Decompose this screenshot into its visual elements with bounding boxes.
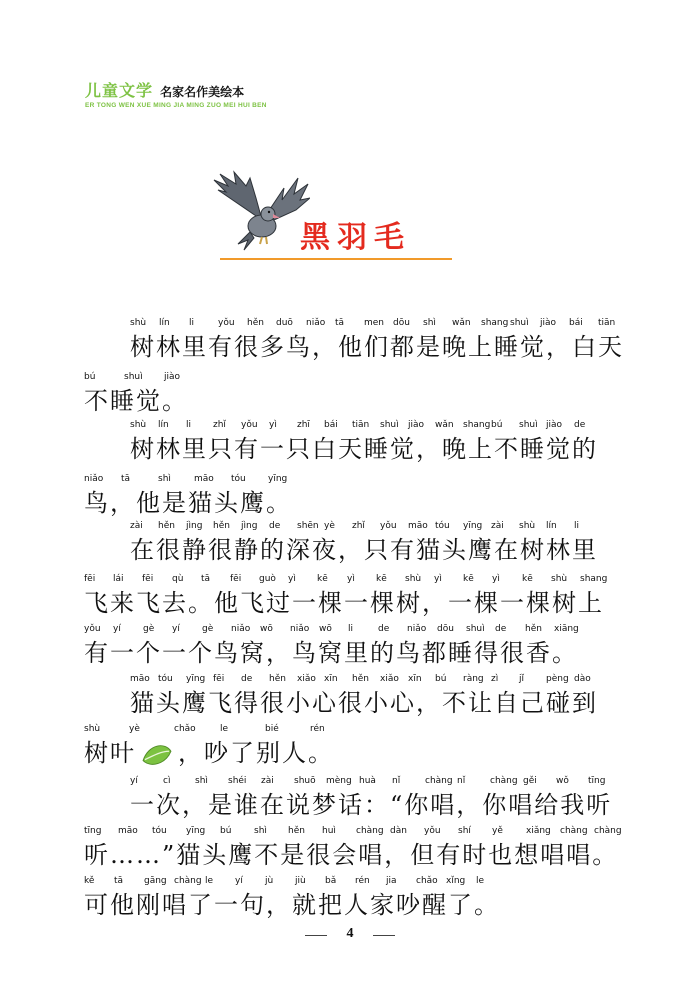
pinyin-syllable: tiān <box>352 420 370 430</box>
pinyin-syllable: niǎo <box>231 624 251 634</box>
pinyin-syllable: tā <box>114 876 124 886</box>
pinyin-syllable: yí <box>235 876 243 886</box>
pinyin-syllable: huì <box>322 826 336 836</box>
pinyin-syllable: yè <box>129 724 140 734</box>
text-line <box>84 372 622 424</box>
pinyin-syllable: niǎo <box>290 624 310 634</box>
pinyin-syllable: rén <box>310 724 325 734</box>
story-title: 黑羽毛 <box>300 220 411 255</box>
pinyin-syllable: yì <box>434 574 442 584</box>
hanzi-text: 鸟，他是猫头鹰。 <box>84 489 292 517</box>
pinyin-syllable: zài <box>130 521 143 531</box>
hanzi-text-before: 树叶 <box>84 739 136 767</box>
pinyin-syllable: shuì <box>466 624 485 634</box>
text-line <box>84 724 622 776</box>
pinyin-syllable: le <box>205 876 214 886</box>
pinyin-syllable: hěn <box>525 624 542 634</box>
pinyin-syllable: xiǎo <box>297 674 316 684</box>
pinyin-syllable: jiào <box>164 372 181 382</box>
series-english: ER TONG WEN XUE MING JIA MING ZUO MEI HUI BEN <box>85 102 267 109</box>
owl-bird-icon <box>210 168 310 258</box>
hanzi-text: 猫头鹰飞得很小心很小心，不让自己碰到 <box>130 689 598 717</box>
pinyin-syllable: yīng <box>463 521 483 531</box>
pinyin-syllable: nǐ <box>392 776 401 786</box>
pinyin-syllable: chàng <box>490 776 518 786</box>
pinyin-syllable: chàng <box>174 876 202 886</box>
pinyin-syllable: tīng <box>84 826 102 836</box>
series-header <box>85 78 267 109</box>
pinyin-syllable: dào <box>574 674 591 684</box>
pinyin-syllable: chàng <box>560 826 588 836</box>
hanzi-text: 听……”猫头鹰不是很会唱，但有时也想唱唱。 <box>84 841 619 869</box>
pinyin-syllable: kē <box>376 574 387 584</box>
pinyin-syllable: bái <box>324 420 338 430</box>
pinyin-syllable: hěn <box>288 826 305 836</box>
pinyin-syllable: cì <box>163 776 171 786</box>
pinyin-syllable: niǎo <box>407 624 427 634</box>
pinyin-syllable: lín <box>159 318 170 328</box>
text-line <box>130 420 622 472</box>
pinyin-syllable: lín <box>158 420 169 430</box>
pinyin-syllable: shù <box>130 420 147 430</box>
pinyin-syllable: yǒu <box>424 826 441 836</box>
text-line <box>84 624 622 676</box>
pinyin-syllable: dōu <box>437 624 454 634</box>
series-subtitle: 名家名作美绘本 <box>160 85 245 99</box>
pinyin-syllable: gāng <box>144 876 167 886</box>
pinyin-syllable: jiào <box>546 420 563 430</box>
pinyin-syllable: niǎo <box>306 318 326 328</box>
hanzi-text: 有一个一个鸟窝，鸟窝里的鸟都睡得很香。 <box>84 639 578 667</box>
pinyin-syllable: wǎn <box>452 318 471 328</box>
pinyin-syllable: gěi <box>523 776 537 786</box>
pinyin-syllable: zhǐ <box>352 521 365 531</box>
pinyin-syllable: fēi <box>213 674 225 684</box>
pinyin-syllable: yí <box>172 624 180 634</box>
pinyin-syllable: yì <box>288 574 296 584</box>
pinyin-syllable: bú <box>84 372 96 382</box>
pinyin-syllable: le <box>476 876 485 886</box>
pinyin-syllable: qù <box>172 574 184 584</box>
pinyin-syllable: li <box>574 521 580 531</box>
text-line <box>130 521 622 573</box>
pinyin-syllable: māo <box>130 674 150 684</box>
pinyin-syllable: yīng <box>186 826 206 836</box>
pinyin-syllable: de <box>574 420 586 430</box>
pinyin-syllable: shì <box>254 826 267 836</box>
hanzi-text: 在很静很静的深夜，只有猫头鹰在树林里 <box>130 536 598 564</box>
hanzi-text: 可他刚唱了一句，就把人家吵醒了。 <box>84 891 500 919</box>
pinyin-syllable: dàn <box>390 826 407 836</box>
pinyin-syllable: li <box>186 420 192 430</box>
hanzi-text: 不睡觉。 <box>84 387 188 415</box>
pinyin-syllable: jìng <box>186 521 203 531</box>
pinyin-syllable: shì <box>195 776 208 786</box>
pinyin-syllable: shù <box>405 574 422 584</box>
pinyin-syllable: niǎo <box>84 474 104 484</box>
pinyin-syllable: chǎo <box>174 724 196 734</box>
leaf-icon <box>140 742 174 768</box>
text-line <box>130 674 622 726</box>
pinyin-syllable: jia <box>386 876 397 886</box>
pinyin-syllable: bǎ <box>325 876 337 886</box>
pinyin-syllable: xiāng <box>554 624 579 634</box>
pinyin-syllable: jiào <box>408 420 425 430</box>
pinyin-syllable: shuì <box>519 420 538 430</box>
page-number-rule-right <box>373 935 395 936</box>
pinyin-syllable: tīng <box>588 776 606 786</box>
pinyin-syllable: wō <box>260 624 273 634</box>
pinyin-syllable: jiào <box>540 318 557 328</box>
pinyin-syllable: shuì <box>510 318 529 328</box>
pinyin-syllable: shù <box>84 724 101 734</box>
pinyin-syllable: tā <box>335 318 345 328</box>
pinyin-syllable: lín <box>546 521 557 531</box>
pinyin-syllable: hěn <box>247 318 264 328</box>
pinyin-syllable: hěn <box>213 521 230 531</box>
pinyin-syllable: de <box>378 624 390 634</box>
hanzi-text: 飞来飞去。他飞过一棵一棵树，一棵一棵树上 <box>84 589 604 617</box>
text-line <box>84 474 622 526</box>
pinyin-syllable: shang <box>463 420 491 430</box>
pinyin-syllable: shí <box>458 826 471 836</box>
pinyin-syllable: ràng <box>463 674 484 684</box>
text-line <box>130 318 622 370</box>
text-line <box>130 776 622 828</box>
pinyin-syllable: jiù <box>295 876 306 886</box>
pinyin-syllable: huà <box>359 776 376 786</box>
pinyin-syllable: xīn <box>408 674 422 684</box>
text-line <box>84 876 622 928</box>
pinyin-syllable: shù <box>130 318 147 328</box>
pinyin-syllable: shì <box>423 318 436 328</box>
hanzi-text: 树林里有很多鸟，他们都是晚上睡觉，白天 <box>130 333 624 361</box>
pinyin-syllable: mèng <box>326 776 352 786</box>
pinyin-syllable: fēi <box>84 574 96 584</box>
pinyin-syllable: yǒu <box>84 624 101 634</box>
pinyin-syllable: hěn <box>352 674 369 684</box>
pinyin-syllable: tā <box>121 474 131 484</box>
pinyin-syllable: jìng <box>241 521 258 531</box>
hanzi-text: 一次，是谁在说梦话：“你唱，你唱给我听 <box>130 791 613 819</box>
pinyin-syllable: de <box>241 674 253 684</box>
text-line <box>84 574 622 626</box>
pinyin-syllable: chǎo <box>416 876 438 886</box>
page-number: 4 <box>346 926 354 941</box>
pinyin-syllable: shang <box>481 318 509 328</box>
pinyin-syllable: yí <box>130 776 138 786</box>
pinyin-syllable: li <box>189 318 195 328</box>
pinyin-syllable: shéi <box>228 776 247 786</box>
pinyin-syllable: tóu <box>158 674 173 684</box>
pinyin-syllable: kē <box>522 574 533 584</box>
pinyin-syllable: de <box>495 624 507 634</box>
pinyin-syllable: bú <box>220 826 232 836</box>
pinyin-syllable: wǎn <box>435 420 454 430</box>
pinyin-syllable: wǒ <box>556 776 569 786</box>
pinyin-syllable: gè <box>202 624 214 634</box>
pinyin-syllable: bái <box>569 318 583 328</box>
pinyin-syllable: bú <box>491 420 503 430</box>
series-title: 儿童文学 <box>85 81 154 100</box>
pinyin-syllable: zài <box>261 776 274 786</box>
pinyin-syllable: yì <box>347 574 355 584</box>
pinyin-syllable: pèng <box>546 674 569 684</box>
pinyin-syllable: yè <box>324 521 335 531</box>
pinyin-syllable: shuì <box>124 372 143 382</box>
hanzi-text: 树林里只有一只白天睡觉，晚上不睡觉的 <box>130 435 598 463</box>
pinyin-syllable: jǐ <box>519 674 525 684</box>
pinyin-syllable: nǐ <box>457 776 466 786</box>
pinyin-syllable: hěn <box>269 674 286 684</box>
pinyin-syllable: fēi <box>230 574 242 584</box>
pinyin-syllable: xiǎo <box>380 674 399 684</box>
pinyin-syllable: yǒu <box>380 521 397 531</box>
text-line <box>84 826 622 878</box>
pinyin-syllable: bú <box>435 674 447 684</box>
pinyin-syllable: chàng <box>594 826 622 836</box>
pinyin-syllable: rén <box>355 876 370 886</box>
pinyin-syllable: kē <box>463 574 474 584</box>
pinyin-syllable: duō <box>276 318 293 328</box>
pinyin-syllable: chàng <box>425 776 453 786</box>
pinyin-syllable: yǒu <box>218 318 235 328</box>
pinyin-syllable: tóu <box>152 826 167 836</box>
pinyin-syllable: shēn <box>297 521 319 531</box>
pinyin-syllable: māo <box>118 826 138 836</box>
title-underline <box>220 258 452 260</box>
pinyin-syllable: shuō <box>294 776 316 786</box>
pinyin-syllable: bié <box>265 724 279 734</box>
pinyin-syllable: le <box>220 724 229 734</box>
pinyin-syllable: jù <box>265 876 274 886</box>
pinyin-syllable: shì <box>158 474 171 484</box>
pinyin-syllable: fēi <box>142 574 154 584</box>
pinyin-syllable: yí <box>113 624 121 634</box>
pinyin-syllable: gè <box>143 624 155 634</box>
pinyin-syllable: de <box>269 521 281 531</box>
pinyin-syllable: li <box>348 624 354 634</box>
pinyin-syllable: hěn <box>158 521 175 531</box>
pinyin-syllable: wō <box>319 624 332 634</box>
pinyin-syllable: yě <box>492 826 503 836</box>
pinyin-syllable: yì <box>269 420 277 430</box>
pinyin-syllable: lái <box>113 574 124 584</box>
pinyin-syllable: men <box>364 318 385 328</box>
pinyin-syllable: shuì <box>380 420 399 430</box>
pinyin-syllable: yīng <box>268 474 288 484</box>
pinyin-syllable: zhǐ <box>213 420 226 430</box>
pinyin-syllable: yǒu <box>241 420 258 430</box>
pinyin-syllable: xiǎng <box>526 826 551 836</box>
pinyin-syllable: guò <box>259 574 276 584</box>
pinyin-syllable: shang <box>580 574 608 584</box>
pinyin-syllable: zì <box>491 674 499 684</box>
pinyin-syllable: yīng <box>186 674 206 684</box>
pinyin-syllable: tóu <box>231 474 246 484</box>
pinyin-syllable: zài <box>491 521 504 531</box>
pinyin-syllable: yì <box>492 574 500 584</box>
pinyin-syllable: kē <box>317 574 328 584</box>
pinyin-syllable: zhī <box>297 420 310 430</box>
hanzi-text <box>84 738 334 768</box>
pinyin-syllable: tiān <box>598 318 616 328</box>
pinyin-syllable: māo <box>408 521 428 531</box>
pinyin-syllable: kě <box>84 876 95 886</box>
hanzi-text-after: ，吵了别人。 <box>178 739 334 767</box>
pinyin-syllable: māo <box>194 474 214 484</box>
pinyin-syllable: tóu <box>435 521 450 531</box>
pinyin-syllable: dōu <box>393 318 410 328</box>
pinyin-syllable: xǐng <box>446 876 466 886</box>
pinyin-syllable: chàng <box>356 826 384 836</box>
pinyin-syllable: shù <box>551 574 568 584</box>
pinyin-syllable: xīn <box>324 674 338 684</box>
pinyin-syllable: tā <box>201 574 211 584</box>
pinyin-syllable: shù <box>519 521 536 531</box>
